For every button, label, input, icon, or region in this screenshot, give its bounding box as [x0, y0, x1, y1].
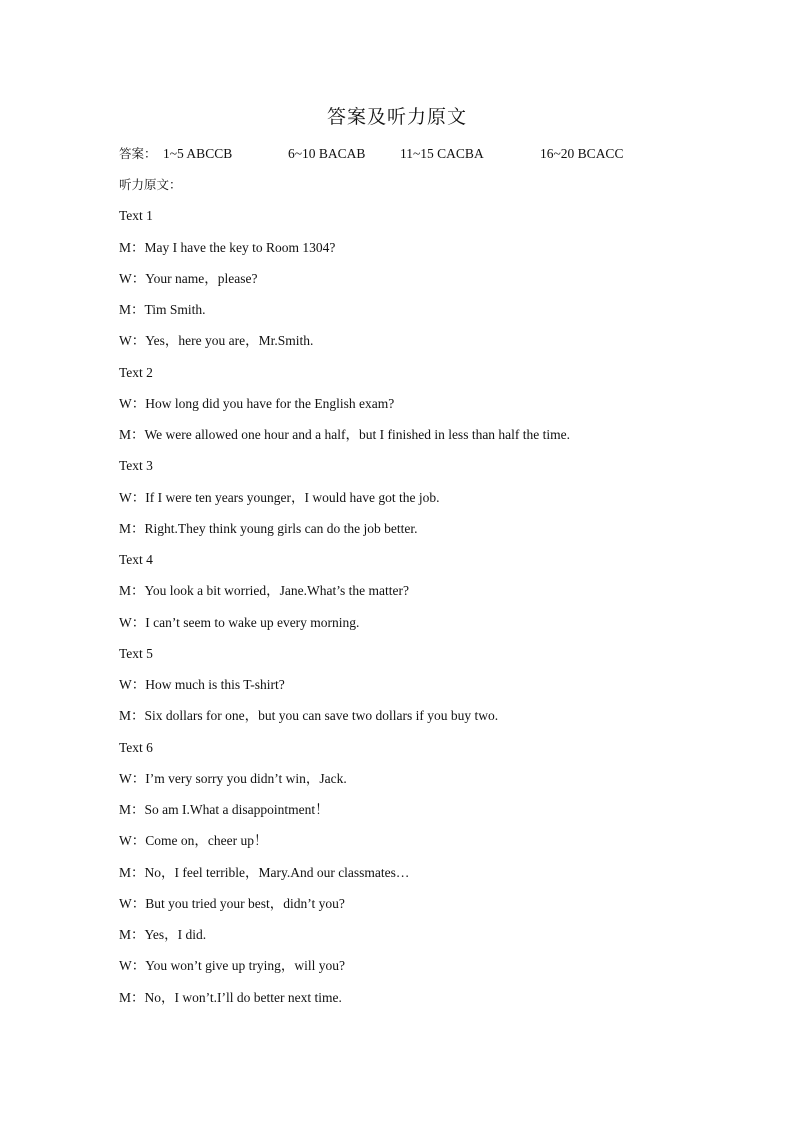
dialogue-line: W：I’m very sorry you didn’t win，Jack. [119, 770, 347, 786]
dialogue-line: M：Right.They think young girls can do the job better. [119, 520, 418, 536]
dialogue-line: W：Your name，please? [119, 270, 258, 286]
text-heading: Text 2 [119, 364, 153, 380]
dialogue-line: M：Tim Smith. [119, 302, 206, 317]
dialogue-line: W：How long did you have for the English exam? [119, 395, 395, 411]
transcript-label: 听力原文： [119, 177, 182, 192]
dialogue-line: M：You look a bit worried，Jane.What’s the matter? [119, 583, 409, 599]
dialogue-line: M：May I have the key to Room 1304? [119, 239, 336, 255]
answer-group-4: 16~20 BCACC [540, 146, 624, 161]
answer-group-2: 6~10 BACAB [288, 146, 366, 161]
dialogue-line: W：You won’t give up trying，will you? [119, 958, 345, 974]
dialogue-line: W：Yes，here you are，Mr.Smith. [119, 333, 314, 349]
dialogue-line: W：Come on，cheer up！ [119, 833, 268, 849]
page-title: 答案及听力原文 [326, 106, 467, 128]
dialogue-line: W：I can’t seem to wake up every morning. [119, 614, 360, 630]
dialogue-line: M：No，I feel terrible，Mary.And our classmates… [119, 864, 410, 880]
dialogue-line: M：No，I won’t.I’ll do better next time. [119, 989, 342, 1005]
text-heading: Text 6 [119, 739, 153, 755]
dialogue-line: M：Yes，I did. [119, 927, 207, 942]
dialogue-line: W：But you tried your best，didn’t you? [119, 895, 345, 911]
dialogue-line: M：We were allowed one hour and a half，but I finished in less than half the time. [119, 427, 571, 442]
answer-key-label: 答案： [119, 146, 157, 161]
transcript [119, 174, 719, 1018]
dialogue-line: M：So am I.What a disappointment！ [119, 802, 329, 817]
answer-group-1: 1~5 ABCCB [163, 146, 233, 161]
answer-key-row [119, 143, 679, 165]
text-heading: Text 4 [119, 552, 153, 567]
dialogue-line: W：How much is this T-shirt? [119, 677, 285, 692]
text-heading: Text 1 [119, 208, 153, 224]
text-heading: Text 5 [119, 645, 153, 661]
answer-group-3: 11~15 CACBA [400, 146, 484, 161]
text-heading: Text 3 [119, 458, 153, 474]
dialogue-line: W：If I were ten years younger，I would have got the job. [119, 489, 440, 505]
dialogue-line: M：Six dollars for one，but you can save two dollars if you buy two. [119, 708, 499, 724]
